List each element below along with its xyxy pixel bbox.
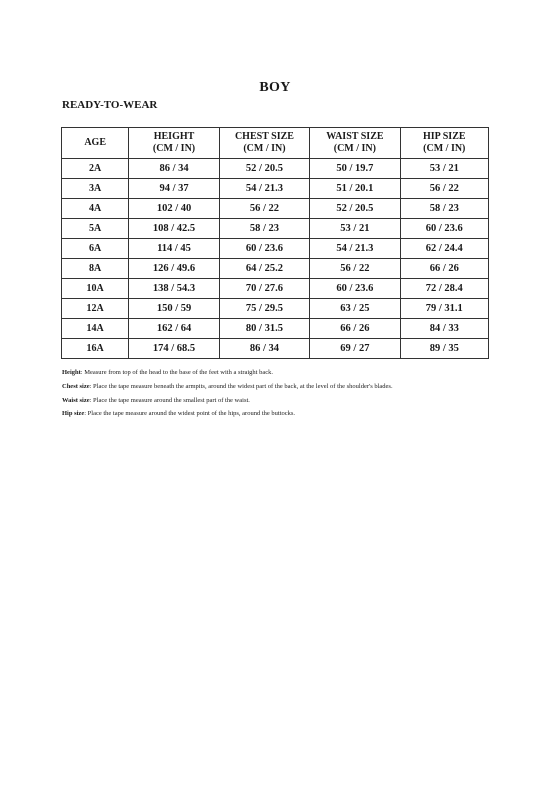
cell-chest: 64 / 25.2 [219, 259, 309, 279]
cell-age: 6A [62, 239, 129, 259]
note-waist-size: Waist size: Place the tape measure around the smallest part of the waist. [62, 396, 250, 404]
cell-chest: 70 / 27.6 [219, 279, 309, 299]
cell-age: 16A [62, 339, 129, 359]
cell-age: 14A [62, 319, 129, 339]
cell-height: 102 / 40 [129, 199, 219, 219]
cell-hip: 79 / 31.1 [400, 299, 488, 319]
cell-waist: 53 / 21 [310, 219, 400, 239]
cell-chest: 60 / 23.6 [219, 239, 309, 259]
cell-chest: 86 / 34 [219, 339, 309, 359]
cell-height: 162 / 64 [129, 319, 219, 339]
cell-height: 114 / 45 [129, 239, 219, 259]
header-waist-size: WAIST SIZE (CM / IN) [310, 128, 400, 159]
cell-waist: 50 / 19.7 [310, 159, 400, 179]
cell-age: 2A [62, 159, 129, 179]
note-hip-size: Hip size: Place the tape measure around the widest point of the hips, around the buttocks. [62, 410, 296, 418]
cell-height: 126 / 49.6 [129, 259, 219, 279]
header-age: AGE [62, 128, 129, 159]
cell-waist: 52 / 20.5 [310, 199, 400, 219]
table-row [62, 319, 489, 339]
cell-age: 8A [62, 259, 129, 279]
cell-chest: 58 / 23 [219, 219, 309, 239]
note-height: Height: Measure from top of the head to the base of the feet with a straight back. [62, 369, 274, 376]
cell-hip: 84 / 33 [400, 319, 488, 339]
cell-height: 108 / 42.5 [129, 219, 219, 239]
cell-hip: 89 / 35 [400, 339, 488, 359]
cell-hip: 58 / 23 [400, 199, 488, 219]
header-height: HEIGHT (CM / IN) [129, 128, 219, 159]
table-row [62, 179, 489, 199]
table-row [62, 219, 489, 239]
cell-chest: 80 / 31.5 [219, 319, 309, 339]
cell-waist: 60 / 23.6 [310, 279, 400, 299]
cell-waist: 66 / 26 [310, 319, 400, 339]
header-chest-size: CHEST SIZE (CM / IN) [219, 128, 309, 159]
cell-hip: 60 / 23.6 [400, 219, 488, 239]
table-row [62, 239, 489, 259]
cell-chest: 54 / 21.3 [219, 179, 309, 199]
cell-age: 10A [62, 279, 129, 299]
cell-age: 12A [62, 299, 129, 319]
cell-waist: 51 / 20.1 [310, 179, 400, 199]
table-row [62, 199, 489, 219]
cell-hip: 53 / 21 [400, 159, 488, 179]
cell-height: 94 / 37 [129, 179, 219, 199]
cell-age: 5A [62, 219, 129, 239]
cell-height: 150 / 59 [129, 299, 219, 319]
cell-age: 3A [62, 179, 129, 199]
cell-chest: 75 / 29.5 [219, 299, 309, 319]
cell-waist: 63 / 25 [310, 299, 400, 319]
note-chest-size: Chest size: Place the tape measure beneath the armpits, around the widest part of the back, at the level of the shoulder's blades. [62, 382, 393, 390]
header-hip-size: HIP SIZE (CM / IN) [400, 128, 488, 159]
cell-hip: 72 / 28.4 [400, 279, 488, 299]
table-row [62, 299, 489, 319]
section-subtitle: READY-TO-WEAR [62, 99, 158, 111]
cell-height: 174 / 68.5 [129, 339, 219, 359]
cell-chest: 52 / 20.5 [219, 159, 309, 179]
cell-chest: 56 / 22 [219, 199, 309, 219]
cell-hip: 66 / 26 [400, 259, 488, 279]
cell-height: 86 / 34 [129, 159, 219, 179]
cell-height: 138 / 54.3 [129, 279, 219, 299]
cell-hip: 56 / 22 [400, 179, 488, 199]
table-row [62, 159, 489, 179]
table-row [62, 279, 489, 299]
table-row [62, 259, 489, 279]
cell-hip: 62 / 24.4 [400, 239, 488, 259]
size-chart-table [61, 127, 489, 359]
page-title: BOY [259, 80, 291, 95]
cell-waist: 54 / 21.3 [310, 239, 400, 259]
cell-waist: 56 / 22 [310, 259, 400, 279]
table-header-row [62, 128, 489, 159]
table-row [62, 339, 489, 359]
cell-age: 4A [62, 199, 129, 219]
measurement-notes [62, 368, 502, 423]
cell-waist: 69 / 27 [310, 339, 400, 359]
